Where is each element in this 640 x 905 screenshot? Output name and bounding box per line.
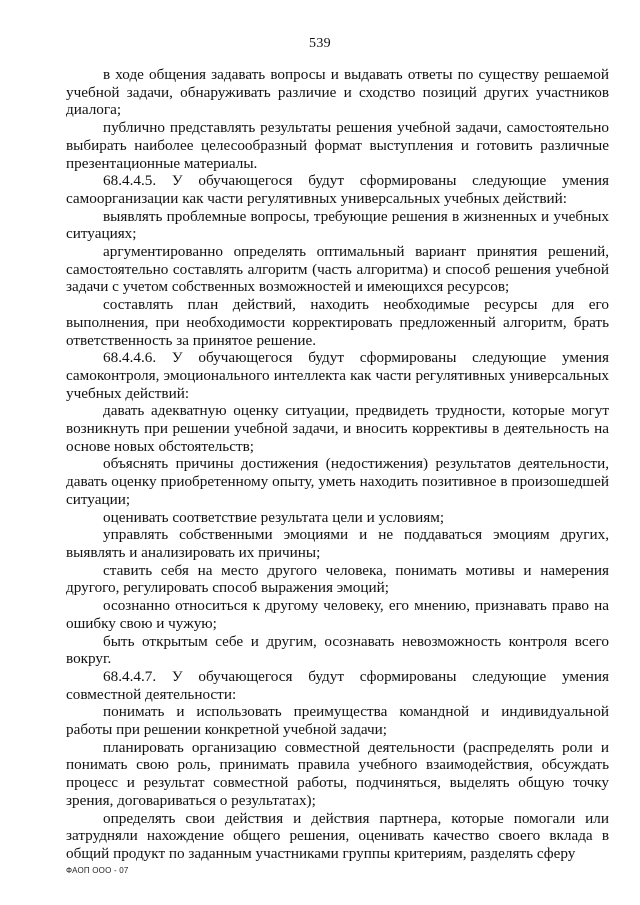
section-heading-paragraph: 68.4.4.7. У обучающегося будут сформированы следующие умения совместной деятельности:	[66, 667, 609, 703]
paragraph: давать адекватную оценку ситуации, предвидеть трудности, которые могут возникнуть при решении учебной задачи, и вносить коррективы в деятельность на основе новых обстоятельств;	[66, 402, 609, 455]
paragraph: управлять собственными эмоциями и не поддаваться эмоциям других, выявлять и анализировать их причины;	[66, 526, 609, 561]
paragraph: осознанно относиться к другому человеку, его мнению, признавать право на ошибку свою и чужую;	[66, 597, 609, 632]
body-text	[66, 66, 609, 863]
section-heading-paragraph: 68.4.4.5. У обучающегося будут сформированы следующие умения самоорганизации как части регулятивных универсальных учебных действий:	[66, 172, 609, 207]
paragraph: в ходе общения задавать вопросы и выдавать ответы по существу решаемой учебной задачи, обнаруживать различие и сходство позиций других участников диалога;	[66, 66, 609, 119]
paragraph: оценивать соответствие результата цели и условиям;	[103, 508, 445, 526]
section-heading-paragraph: 68.4.4.6. У обучающегося будут сформированы следующие умения самоконтроля, эмоционального интеллекта как части регулятивных универсальных учебных действий:	[66, 349, 609, 402]
paragraph: планировать организацию совместной деятельности (распределять роли и понимать свою роль, принимать правила учебного взаимодействия, обсуждать процесс и результат совместной работы, подчиняться, выделять общую точку зрения, договариваться о результатах);	[66, 738, 609, 809]
paragraph: быть открытым себе и другим, осознавать невозможность контроля всего вокруг.	[66, 632, 609, 668]
page-number: 539	[309, 36, 331, 51]
paragraph: аргументированно определять оптимальный вариант принятия решений, самостоятельно составлять алгоритм (часть алгоритма) и способ решения учебной задачи с учетом собственных возможностей и имеющихся ресурсов;	[66, 243, 609, 296]
footer-label: ФАОП ООО - 07	[66, 866, 129, 875]
paragraph: объяснять причины достижения (недостижения) результатов деятельности, давать оценку приобретенному опыту, уметь находить позитивное в произошедшей ситуации;	[66, 455, 609, 508]
paragraph: определять свои действия и действия партнера, которые помогали или затрудняли нахождение общего решения, оценивать качество своего вклада в общий продукт по заданным участниками группы критериям, разделять сферу	[66, 809, 609, 862]
paragraph: выявлять проблемные вопросы, требующие решения в жизненных и учебных ситуациях;	[66, 207, 609, 243]
paragraph: понимать и использовать преимущества командной и индивидуальной работы при решении конкретной учебной задачи;	[66, 703, 609, 739]
paragraph: составлять план действий, находить необходимые ресурсы для его выполнения, при необходимости корректировать предложенный алгоритм, брать ответственность за принятое решение.	[66, 296, 609, 349]
paragraph: публично представлять результаты решения учебной задачи, самостоятельно выбирать наиболее целесообразный формат выступления и готовить различные презентационные материалы.	[66, 119, 609, 172]
paragraph: ставить себя на место другого человека, понимать мотивы и намерения другого, регулировать способ выражения эмоций;	[66, 561, 609, 597]
